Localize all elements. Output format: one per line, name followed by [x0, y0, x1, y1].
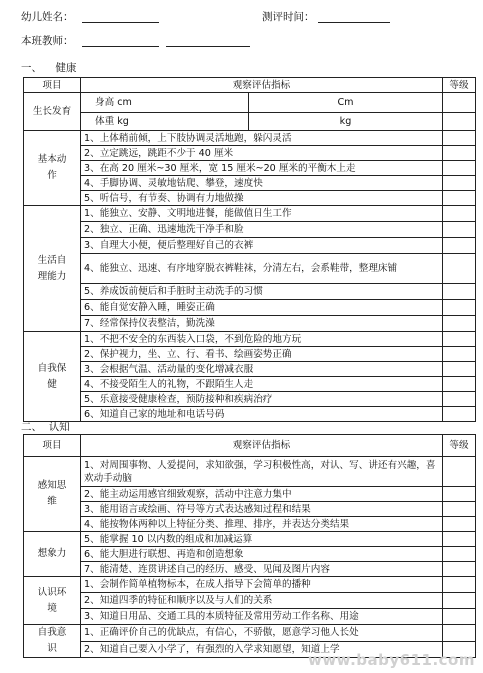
- table-row: [24, 517, 476, 532]
- list-item: 2、立定跳远，跳距不少于 40 厘米: [81, 146, 443, 161]
- grade-cell[interactable]: [443, 407, 476, 422]
- table-row: [24, 161, 476, 176]
- table-row: [24, 562, 476, 577]
- table-row: [24, 502, 476, 517]
- table-row: [24, 547, 476, 562]
- list-item: 7、能清楚、连贯讲述自己的经历、感受、见闻及图片内容: [81, 562, 443, 577]
- list-item: 1、能独立、安静、文明地进餐，能做值日生工作: [81, 206, 443, 222]
- category-motor: 基本动作: [24, 131, 81, 206]
- table-row: [24, 206, 476, 222]
- list-item: 1、上体稍前倾，上下肢协调灵活地跑，躲闪灵活: [81, 131, 443, 146]
- list-item: 3、会根据气温、活动量的变化增减衣服: [81, 362, 443, 377]
- height-unit: Cm: [249, 93, 443, 113]
- weight-unit: kg: [249, 113, 443, 131]
- list-item: 1、对周围事物、人爱提问，求知欲强，学习积极性高，对认、写、讲还有兴趣，喜欢动手动脑: [81, 457, 443, 487]
- table-row: [24, 113, 476, 131]
- list-item: 2、能主动运用感官细致观察，活动中注意力集中: [81, 487, 443, 502]
- grade-cell[interactable]: [443, 517, 476, 532]
- grade-cell[interactable]: [443, 392, 476, 407]
- grade-cell[interactable]: [443, 161, 476, 176]
- grade-cell[interactable]: [443, 457, 476, 487]
- grade-cell[interactable]: [443, 93, 476, 113]
- list-item: 1、正确评价自己的优缺点，有信心，不骄傲，愿意学习他人长处: [81, 625, 443, 642]
- grade-cell[interactable]: [443, 254, 476, 284]
- child-name-label: 幼儿姓名：: [21, 11, 74, 23]
- grade-cell[interactable]: [443, 146, 476, 161]
- category-selfaware: 自我意识: [24, 625, 81, 658]
- header-item: 项目: [24, 435, 81, 457]
- grade-cell[interactable]: [443, 284, 476, 300]
- table-row: [24, 377, 476, 392]
- height-label: 身高 cm: [81, 93, 249, 113]
- list-item: 3、知道日用品、交通工具的本质特征及常用劳动工作名称、用途: [81, 609, 443, 625]
- list-item: 3、能用语言或绘画、符号等方式表达感知过程和结果: [81, 502, 443, 517]
- grade-cell[interactable]: [443, 502, 476, 517]
- header-grade: 等级: [443, 78, 476, 93]
- list-item: 4、不接受陌生人的礼物，不跟陌生人走: [81, 377, 443, 392]
- table-header-row: [24, 78, 476, 93]
- table-row: [24, 625, 476, 642]
- list-item: 2、独立、正确、迅速地洗干净手和脸: [81, 222, 443, 238]
- table-row: [24, 609, 476, 625]
- table-row: [24, 93, 476, 113]
- list-item: 1、会制作简单植物标本，在成人指导下会简单的播种: [81, 577, 443, 593]
- category-imagination: 想象力: [24, 532, 81, 577]
- list-item: 3、在高 20 厘米~30 厘米，宽 15 厘米~20 厘米的平衡木上走: [81, 161, 443, 176]
- teacher-label: 本班教师：: [21, 35, 74, 47]
- header-item: 项目: [24, 78, 81, 93]
- grade-cell[interactable]: [443, 316, 476, 332]
- grade-cell[interactable]: [443, 362, 476, 377]
- table-row: [24, 238, 476, 254]
- table-row: [24, 593, 476, 609]
- category-selfcare: 生活自理能力: [24, 206, 81, 332]
- grade-cell[interactable]: [443, 347, 476, 362]
- table-row: [24, 362, 476, 377]
- teacher-field-1[interactable]: [82, 46, 159, 47]
- list-item: 4、能独立、迅速、有序地穿脱衣裤鞋袜，分清左右，会系鞋带，整理床铺: [81, 254, 443, 284]
- table-row: [24, 254, 476, 284]
- list-item: 5、能掌握 10 以内数的组成和加减运算: [81, 532, 443, 547]
- grade-cell[interactable]: [443, 131, 476, 146]
- table-row: [24, 532, 476, 547]
- section-cognition-title: [21, 421, 70, 433]
- table-row: [24, 316, 476, 332]
- list-item: 7、经常保持仪表整洁，勤洗澡: [81, 316, 443, 332]
- list-item: 3、自理大小便，便后整理好自己的衣裤: [81, 238, 443, 254]
- grade-cell[interactable]: [443, 377, 476, 392]
- section-number: 二、: [21, 421, 42, 433]
- header-indicator: 观察评估指标: [81, 78, 443, 93]
- grade-cell[interactable]: [443, 238, 476, 254]
- list-item: 5、听信号，有节奏、协调有力地做操: [81, 191, 443, 206]
- weight-label: 体重 kg: [81, 113, 249, 131]
- grade-cell[interactable]: [443, 532, 476, 547]
- grade-cell[interactable]: [443, 577, 476, 593]
- grade-cell[interactable]: [443, 625, 476, 642]
- grade-cell[interactable]: [443, 562, 476, 577]
- table-row: [24, 222, 476, 238]
- table-row: [24, 347, 476, 362]
- list-item: 6、知道自己家的地址和电话号码: [81, 407, 443, 422]
- grade-cell[interactable]: [443, 547, 476, 562]
- table-row: [24, 146, 476, 161]
- category-protection: 自我保健: [24, 332, 81, 422]
- grade-cell[interactable]: [443, 176, 476, 191]
- table-row: [24, 284, 476, 300]
- list-item: 4、能按物体两种以上特征分类、推理、排序，并表达分类结果: [81, 517, 443, 532]
- table-row: [24, 457, 476, 487]
- table-row: [24, 176, 476, 191]
- child-name-field[interactable]: [82, 22, 159, 23]
- header-indicator: 观察评估指标: [81, 435, 443, 457]
- list-item: 4、手脚协调、灵敏地钻爬、攀登，速度快: [81, 176, 443, 191]
- table-header-row: [24, 435, 476, 457]
- list-item: 5、乐意接受健康检查，预防接种和疾病治疗: [81, 392, 443, 407]
- section-title: 认知: [48, 421, 70, 433]
- list-item: 2、知道四季的特征和顺序以及与人们的关系: [81, 593, 443, 609]
- teacher-field-2[interactable]: [166, 46, 250, 47]
- table-row: [24, 300, 476, 316]
- table-row: [24, 131, 476, 146]
- grade-cell[interactable]: [443, 206, 476, 222]
- list-item: 5、养成饭前便后和手脏时主动洗手的习惯: [81, 284, 443, 300]
- table-row: [24, 332, 476, 347]
- health-table: [23, 77, 476, 422]
- list-item: 6、能自觉安静入睡，睡姿正确: [81, 300, 443, 316]
- eval-time-label: 测评时间：: [262, 11, 315, 23]
- list-item: 1、不把不安全的东西装入口袋，不到危险的地方玩: [81, 332, 443, 347]
- section-health-title: [21, 62, 76, 74]
- table-row: [24, 191, 476, 206]
- grade-cell[interactable]: [443, 222, 476, 238]
- category-environment: 认识环境: [24, 577, 81, 625]
- grade-cell[interactable]: [443, 332, 476, 347]
- list-item: 2、保护视力，坐、立、行、看书、绘画姿势正确: [81, 347, 443, 362]
- list-item: 6、能大胆进行联想、再造和创造想象: [81, 547, 443, 562]
- section-title: 健康: [55, 62, 77, 74]
- section-number: 一、: [21, 62, 42, 74]
- grade-cell[interactable]: [443, 113, 476, 131]
- table-row: [24, 392, 476, 407]
- category-perception: 感知思维: [24, 457, 81, 532]
- list-item: 2、知道自己要入小学了，有强烈的入学求知愿望，知道上学: [81, 641, 443, 658]
- grade-cell[interactable]: [443, 593, 476, 609]
- grade-cell[interactable]: [443, 191, 476, 206]
- table-row: [24, 577, 476, 593]
- grade-cell[interactable]: [443, 487, 476, 502]
- table-row: [24, 487, 476, 502]
- eval-time-field[interactable]: [318, 22, 390, 23]
- grade-cell[interactable]: [443, 609, 476, 625]
- table-row: [24, 407, 476, 422]
- header-grade: 等级: [443, 435, 476, 457]
- category-growth: 生长发育: [24, 93, 81, 131]
- watermark: www.baby611.com: [307, 651, 475, 669]
- cognition-table: [23, 434, 476, 658]
- grade-cell[interactable]: [443, 300, 476, 316]
